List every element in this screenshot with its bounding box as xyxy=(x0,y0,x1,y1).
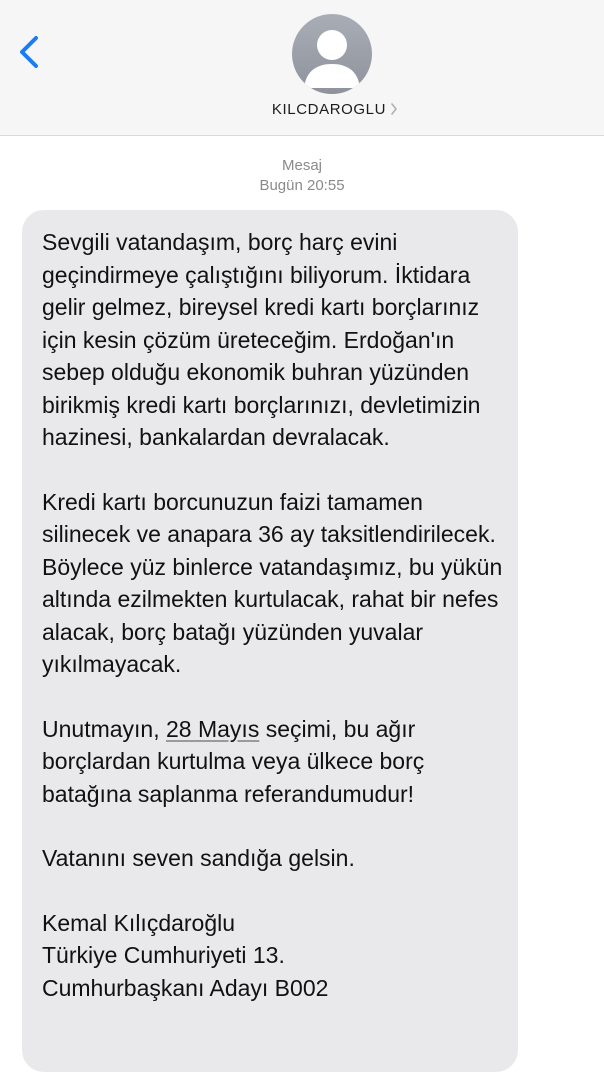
message-meta xyxy=(0,156,604,196)
message-body xyxy=(42,226,512,1004)
signature-line: Türkiye Cumhuriyeti 13. xyxy=(42,942,285,968)
message-paragraph: Sevgili vatandaşım, borç harç evini geçindirmeye çalıştığını biliyorum. İktidara gelir gelmez, bireysel kredi kartı borçlarınız için kesin çözüm üreteceğim. Erdoğan'ın sebep olduğu ekonomik buhran yüzünden birikmiş kredi kartı borçlarınızı, devletimizin hazinesi, bankalardan devralacak. xyxy=(42,229,481,450)
chevron-right-icon xyxy=(390,103,398,115)
contact-name: KILCDAROGLU xyxy=(271,100,387,118)
message-paragraph xyxy=(42,713,512,811)
back-button[interactable] xyxy=(10,28,50,76)
timestamp: Bugün 20:55 xyxy=(259,177,345,194)
contact-info-button[interactable] xyxy=(260,98,410,120)
service-label: Mesaj xyxy=(281,157,322,174)
person-silhouette-icon xyxy=(292,14,372,94)
signature-line: Cumhurbaşkanı Adayı B002 xyxy=(42,974,329,1001)
signature-line: Kemal Kılıçdaroğlu xyxy=(42,909,236,936)
contact-avatar[interactable] xyxy=(292,14,372,94)
chevron-left-icon xyxy=(10,28,50,76)
conversation-header xyxy=(0,0,604,136)
message-paragraph: Kredi kartı borcunuzun faizi tamamen silinecek ve anapara 36 ay taksitlendirilecek. Böylece yüz binlerce vatandaşımız, bu yükün altında ezilmekten kurtulacak, rahat bir nefes alacak, borç batağı yüzünden yuvalar yıkılmayacak. xyxy=(42,488,503,677)
signature-block xyxy=(42,907,512,1005)
paragraph-text: Unutmayın, xyxy=(42,715,166,742)
paragraph-text: seçimi, bu ağır borçlardan kurtulma veya ülkece borç batağına saplanma referandumudur! xyxy=(42,715,425,807)
message-bubble[interactable] xyxy=(22,210,518,1072)
message-paragraph: Vatanını seven sandığa gelsin. xyxy=(42,845,355,871)
date-link[interactable]: 28 Mayıs xyxy=(166,715,260,742)
